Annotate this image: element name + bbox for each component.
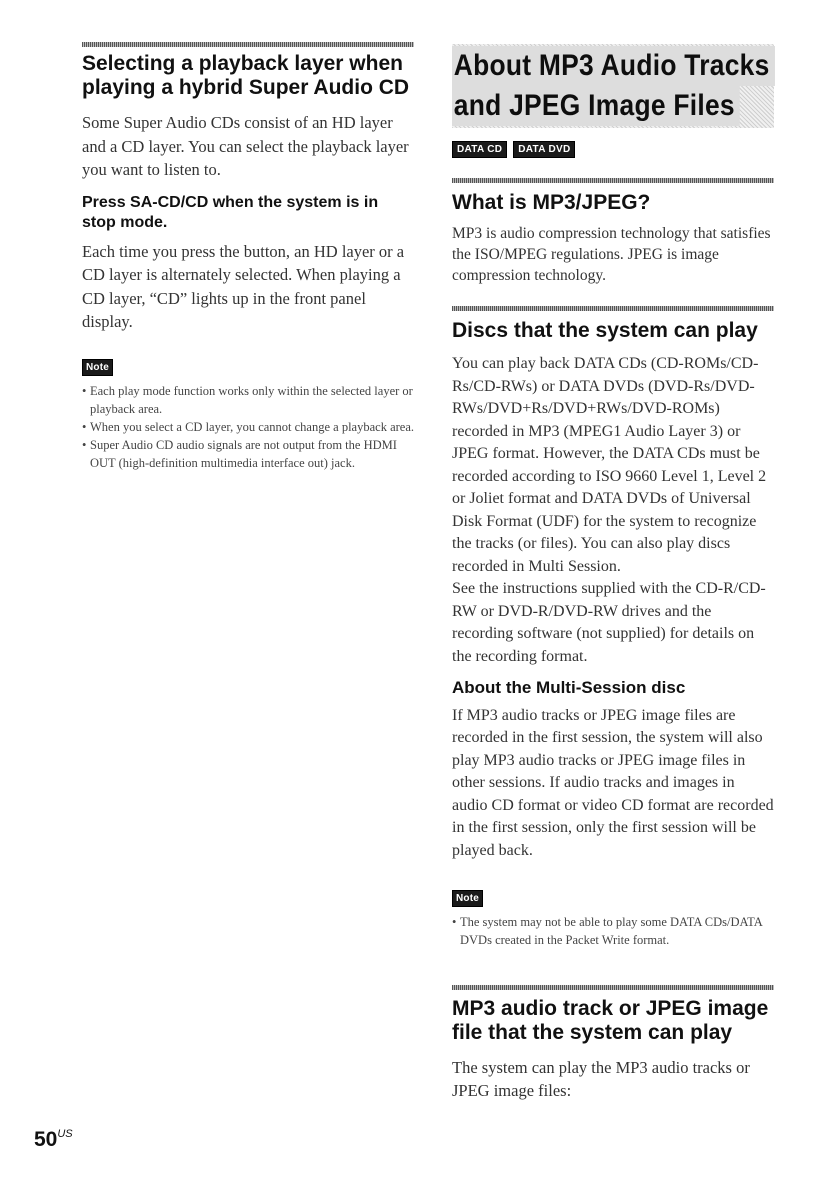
list-item: • Super Audio CD audio signals are not output from the HDMI OUT (high-definition multimedia interface out) jack. xyxy=(82,436,414,472)
data-dvd-badge: DATA DVD xyxy=(513,141,575,158)
chapter-banner xyxy=(452,44,774,128)
section-divider xyxy=(452,178,774,183)
page-number xyxy=(34,1128,73,1152)
section-divider xyxy=(82,42,414,47)
section-title-what-is-mp3: What is MP3/JPEG? xyxy=(452,191,651,214)
list-item: • When you select a CD layer, you cannot change a playback area. xyxy=(82,418,414,436)
instruction-heading: Press SA-CD/CD when the system is in stop mode. xyxy=(82,193,379,231)
list-item: • Each play mode function works only within the selected layer or playback area. xyxy=(82,382,414,418)
mp3-jpeg-playable-body: The system can play the MP3 audio tracks or JPEG image files: xyxy=(452,1057,750,1100)
playable-discs-body-2: See the instructions supplied with the CD-R/CD-RW or DVD-R/DVD-RW drives and the recording software (not supplied) for details on the recording format. xyxy=(452,580,766,665)
section-title-mp3-jpeg-playable: MP3 audio track or JPEG image file that the system can play xyxy=(452,997,769,1044)
banner-title-line-1: About MP3 Audio Tracks xyxy=(452,46,775,86)
playable-discs-body: You can play back DATA CDs (CD-ROMs/CD-Rs/CD-RWs) or DATA DVDs (DVD-Rs/DVD-RWs/DVD+Rs/DVD+RWs/DVD-ROMs) recorded in MP3 (MPEG1 Audio Layer 3) or JPEG format. However, the DATA CDs must be recorded according to ISO 9660 Level 1, Level 2 or Joliet format and DATA DVDs of Universal Disk Format (UDF) for the system to recognize the tracks (or files). You can also play discs recorded in Multi Session. xyxy=(452,355,767,575)
disc-type-badges xyxy=(452,141,575,158)
page-number-value: 50 xyxy=(34,1128,58,1151)
banner-title-line-2: and JPEG Image Files xyxy=(452,86,740,126)
what-is-mp3-body: MP3 is audio compression technology that satisfies the ISO/MPEG regulations. JPEG is image compression technology. xyxy=(452,224,771,284)
left-column xyxy=(82,0,414,472)
subsection-title-multi-session: About the Multi-Session disc xyxy=(452,678,686,698)
note-badge: Note xyxy=(452,890,483,907)
section-title-playback-layer: Selecting a playback layer when playing a hybrid Super Audio CD xyxy=(82,52,410,99)
data-cd-badge: DATA CD xyxy=(452,141,507,158)
page-number-suffix: US xyxy=(57,1128,73,1140)
instruction-body: Each time you press the button, an HD layer or a CD layer is alternately selected. When playing a CD layer, “CD” lights up in the front panel display. xyxy=(82,241,405,332)
list-item: • The system may not be able to play some DATA CDs/DATA DVDs created in the Packet Write format. xyxy=(452,913,774,949)
right-column xyxy=(452,178,774,1102)
intro-paragraph: Some Super Audio CDs consist of an HD layer and a CD layer. You can select the playback layer you want to listen to. xyxy=(82,113,409,180)
multi-session-body: If MP3 audio tracks or JPEG image files are recorded in the first session, the system will also play MP3 audio tracks or JPEG image files in other sessions. If audio tracks and images in audio CD format or video CD format are recorded in the first session, only the first session will be played back. xyxy=(452,706,774,859)
note-list xyxy=(452,913,774,949)
section-divider xyxy=(452,306,774,311)
section-divider xyxy=(452,985,774,990)
section-title-playable-discs: Discs that the system can play xyxy=(452,318,758,342)
note-list xyxy=(82,382,414,472)
note-badge: Note xyxy=(82,359,113,376)
